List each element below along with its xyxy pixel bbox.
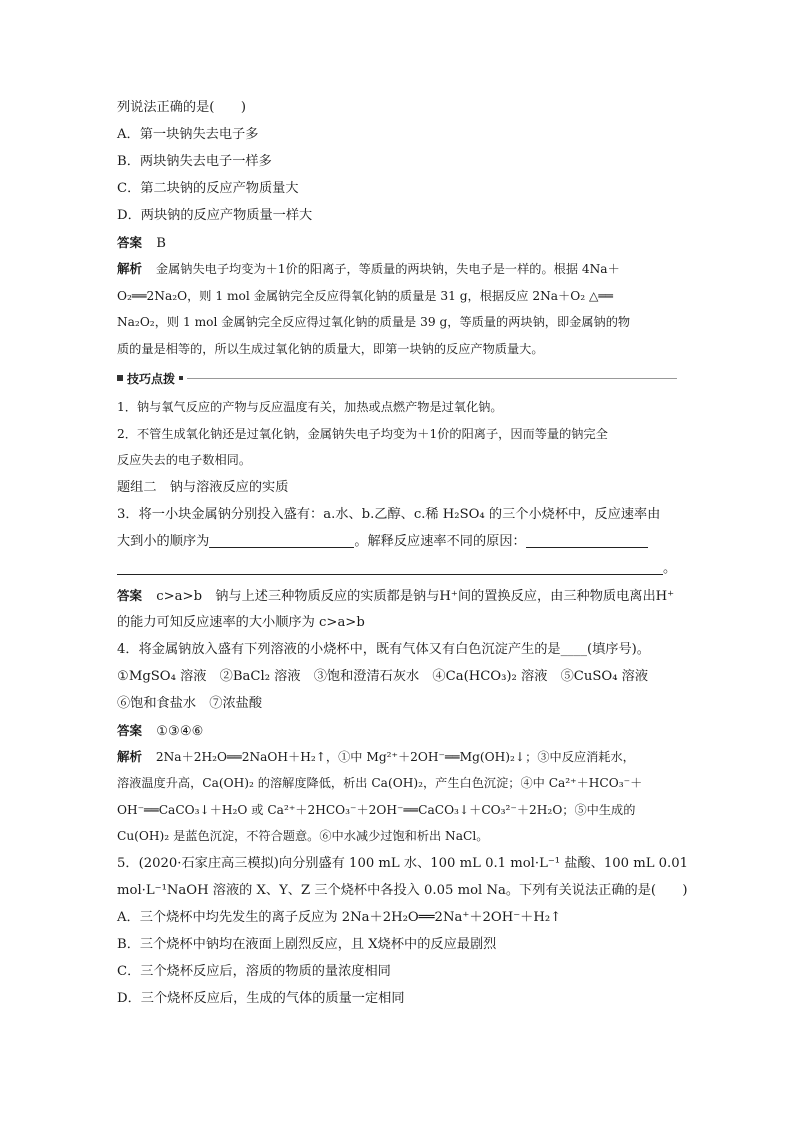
document-page xyxy=(117,94,689,1012)
q5-line: 5．(2020·石家庄高三模拟)向分别盛有 100 mL 水、100 mL 0.1 mol·L⁻¹ 盐酸、100 mL 0.01 xyxy=(117,855,689,871)
tips-title: 技巧点拨 xyxy=(127,371,176,386)
analysis-label: 解析 xyxy=(117,261,143,276)
option-b: B．三个烧杯中钠均在液面上剧烈反应，且 X烧杯中的反应最剧烈 xyxy=(117,936,497,952)
answer-row xyxy=(117,229,677,256)
analysis-line: 解析 2Na＋2H₂O══2NaOH＋H₂↑，①中 Mg²⁺＋2OH⁻══Mg(OH)₂↓；③中反应消耗水， xyxy=(117,748,635,764)
answer-label: 答案 xyxy=(117,587,143,603)
q3-line: 大到小的顺序为 。解释反应速率不同的原因： xyxy=(117,528,677,555)
answer-line: 的能力可知反应速率的大小顺序为 c>a>b xyxy=(117,614,365,630)
answer-row xyxy=(117,717,677,744)
option-a: A．第一块钠失去电子多 xyxy=(117,127,259,142)
option-d: D．三个烧杯反应后，生成的气体的质量一定相同 xyxy=(117,990,405,1006)
answer-blank[interactable] xyxy=(117,559,663,575)
option-b: B．两块钠失去电子一样多 xyxy=(117,154,272,169)
q4-line: ⑥饱和食盐水 ⑦浓盐酸 xyxy=(117,695,263,711)
analysis-line: 溶液温度升高，Ca(OH)₂ 的溶解度降低，析出 Ca(OH)₂，产生白色沉淀；④中 Ca²⁺＋HCO₃⁻＋ xyxy=(117,776,643,790)
option-d: D．两块钠的反应产物质量一样大 xyxy=(117,208,313,223)
group-title: 题组二 钠与溶液反应的实质 xyxy=(117,479,289,495)
answer-blank[interactable] xyxy=(526,532,648,548)
analysis-line: O₂══2Na₂O，则 1 mol 金属钠完全反应得氧化钠的质量是 31 g，根据反应 2Na＋O₂ △══ xyxy=(117,288,614,303)
analysis-line: 质的量是相等的，所以生成过氧化钠的质量大，即第一块钠的反应产物质量大。 xyxy=(117,341,544,356)
analysis-label: 解析 xyxy=(117,748,143,764)
analysis-line: OH⁻══CaCO₃↓＋H₂O 或 Ca²⁺＋2HCO₃⁻＋2OH⁻══CaCO₃↓＋CO₃²⁻＋2H₂O；⑤中生成的 xyxy=(117,802,636,817)
q5-line: mol·L⁻¹NaOH 溶液的 X、Y、Z 三个烧杯中各投入 0.05 mol Na。下列有关说法正确的是( ) xyxy=(117,882,688,898)
answer-value: B xyxy=(156,236,166,251)
tip-line: 1．钠与氧气反应的产物与反应温度有关，加热或点燃产物是过氧化钠。 xyxy=(117,400,503,414)
analysis-line: 解析 金属钠失电子均变为＋1价的阳离子，等质量的两块钠，失电子是一样的。根据 4Na＋ xyxy=(117,261,620,276)
option-a: A．三个烧杯中均先发生的离子反应为 2Na＋2H₂O══2Na⁺＋2OH⁻＋H₂↑ xyxy=(117,909,562,925)
answer-label: 答案 xyxy=(117,235,143,250)
tip-line: 2．不管生成氧化钠还是过氧化钠，金属钠失电子均变为＋1价的阳离子，因而等量的钠完全 xyxy=(117,426,608,441)
answer-blank[interactable] xyxy=(209,532,354,548)
square-bullet-icon xyxy=(179,376,183,380)
q4-line: ①MgSO₄ 溶液 ②BaCl₂ 溶液 ③饱和澄清石灰水 ④Ca(HCO₃)₂ 溶液 ⑤CuSO₄ 溶液 xyxy=(117,668,649,684)
q3-line: 3．将一小块金属钠分别投入盛有：a.水、b.乙醇、c.稀 H₂SO₄ 的三个小烧杯中，反应速率由 xyxy=(117,506,661,522)
analysis-line: Cu(OH)₂ 是蓝色沉淀，不符合题意。⑥中水减少过饱和析出 NaCl。 xyxy=(117,829,489,843)
q3-line: 。 xyxy=(117,555,677,582)
q4-line: 4．将金属钠放入盛有下列溶液的小烧杯中，既有气体又有白色沉淀产生的是____(填序号)。 xyxy=(117,641,650,657)
answer-value: ①③④⑥ xyxy=(156,723,204,739)
tips-header xyxy=(117,362,677,394)
analysis-line: Na₂O₂，则 1 mol 金属钠完全反应得过氧化钠的质量是 39 g，等质量的两块钠，即金属钠的物 xyxy=(117,315,631,329)
question-stem-end: 列说法正确的是( ) xyxy=(117,100,246,115)
answer-row: 答案 c>a>b 钠与上述三种物质反应的实质都是钠与H⁺间的置换反应，由三种物质电离出H⁺ xyxy=(117,587,675,604)
divider xyxy=(187,378,677,379)
answer-label: 答案 xyxy=(117,722,143,738)
square-bullet-icon xyxy=(117,375,123,381)
option-c: C．第二块钠的反应产物质量大 xyxy=(117,181,299,196)
option-c: C．三个烧杯反应后，溶质的物质的量浓度相同 xyxy=(117,963,391,979)
tip-line: 反应失去的电子数相同。 xyxy=(117,453,252,467)
